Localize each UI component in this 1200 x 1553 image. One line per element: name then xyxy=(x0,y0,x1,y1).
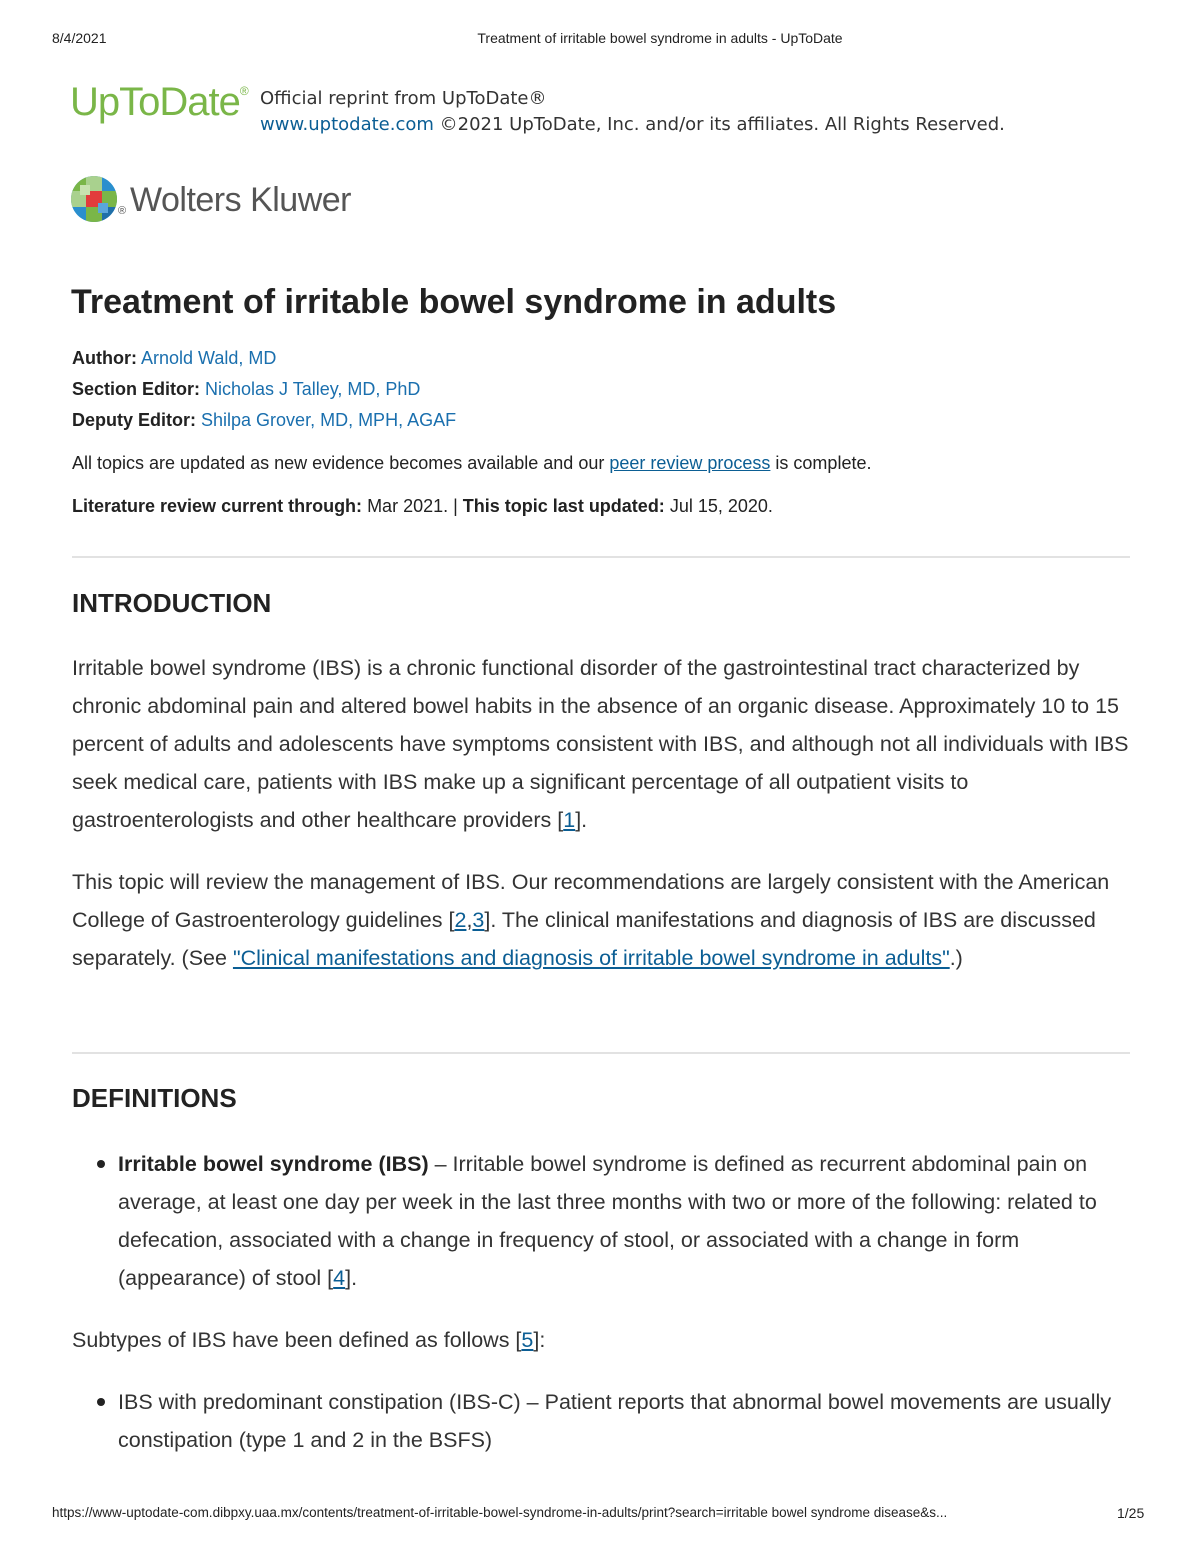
ibs-definition-end: ]. xyxy=(345,1266,358,1290)
intro-p1-text: Irritable bowel syndrome (IBS) is a chronic functional disorder of the gastrointestinal tract characterized by chronic abdominal pain and altered bowel habits in the absence of an organic disease. Approximately 10 to 15 percent of adults and adolescents have symptoms consistent with IBS, and although not all individuals with IBS seek medical care, patients with IBS make up a significant percentage of all outpatient visits to gastroenterologists and other healthcare providers [ xyxy=(72,656,1129,832)
clinical-manifestations-link[interactable]: "Clinical manifestations and diagnosis of irritable bowel syndrome in adults" xyxy=(232,946,950,970)
author-link[interactable]: Arnold Wald, MD xyxy=(141,348,277,368)
subtypes-end: ]: xyxy=(533,1328,546,1352)
lit-review-value: Mar 2021. | xyxy=(362,496,463,516)
wolters-kluwer-name: Wolters Kluwer xyxy=(130,181,351,219)
update-note xyxy=(72,453,871,474)
section-editor-line xyxy=(72,379,420,400)
ref-3-link[interactable]: 3 xyxy=(472,908,485,932)
subtypes-intro xyxy=(72,1321,1142,1359)
ibs-c-item: IBS with predominant constipation (IBS-C) – Patient reports that abnormal bowel movements are usually constipation (type 1 and 2 in the BSFS) xyxy=(118,1390,1112,1452)
ibs-term: Irritable bowel syndrome (IBS) xyxy=(118,1152,429,1176)
ibs-definition-text: – Irritable bowel syndrome is defined as recurrent abdominal pain on average, at least one day per week in the last three months with two or more of the following: related to defecation, associated with a change in frequency of stool, or associated with a change in form (appearance) of stool [ xyxy=(118,1152,1097,1290)
section-editor-label: Section Editor: xyxy=(72,379,201,399)
print-page-title: Treatment of irritable bowel syndrome in adults - UpToDate xyxy=(477,30,843,46)
introduction-heading: INTRODUCTION xyxy=(72,588,272,618)
ref-5-link[interactable]: 5 xyxy=(521,1328,534,1352)
reprint-notice xyxy=(260,86,1005,138)
intro-p1-end: ]. xyxy=(575,808,588,832)
update-note-text: All topics are updated as new evidence becomes available and our xyxy=(72,453,610,473)
intro-p2-end: .) xyxy=(949,946,963,970)
wolters-kluwer-logo xyxy=(70,175,390,225)
wolters-kluwer-reg: ® xyxy=(118,205,127,217)
definitions-heading: DEFINITIONS xyxy=(72,1083,237,1113)
peer-review-link[interactable]: peer review process xyxy=(609,453,771,473)
uptodate-logo-text: UpToDate xyxy=(70,80,240,124)
last-updated-value: Jul 15, 2020. xyxy=(664,496,773,516)
update-note-end: is complete. xyxy=(770,453,872,473)
author-line xyxy=(72,348,276,369)
print-url: https://www-uptodate-com.dibpxy.uaa.mx/contents/treatment-of-irritable-bowel-syndrome-in-adults/print?search=irritable bowel syndrome disease&s... xyxy=(52,1505,948,1520)
article-title: Treatment of irritable bowel syndrome in adults xyxy=(71,283,837,321)
intro-paragraph-2 xyxy=(72,863,1142,977)
ref-4-link[interactable]: 4 xyxy=(333,1266,346,1290)
last-updated-label: This topic last updated: xyxy=(462,496,665,516)
deputy-editor-line xyxy=(72,410,456,431)
ibs-definition-item xyxy=(118,1145,1138,1297)
print-date: 8/4/2021 xyxy=(52,30,107,46)
ref-2-link[interactable]: 2 xyxy=(454,908,467,932)
deputy-editor-link[interactable]: Shilpa Grover, MD, MPH, AGAF xyxy=(201,410,457,430)
intro-p2-text: This topic will review the management of IBS. Our recommendations are largely consistent with the American College of Gastroenterology guidelines [ xyxy=(72,870,1110,932)
reprint-line: Official reprint from UpToDate® xyxy=(260,88,547,109)
section-divider xyxy=(72,1052,1130,1054)
print-page-number: 1/25 xyxy=(1117,1505,1145,1521)
section-editor-link[interactable]: Nicholas J Talley, MD, PhD xyxy=(205,379,421,399)
ref-separator: , xyxy=(466,908,473,932)
lit-review-label: Literature review current through: xyxy=(72,496,363,516)
copyright-text: ©2021 UpToDate, Inc. and/or its affiliates. All Rights Reserved. xyxy=(433,114,1005,135)
author-label: Author: xyxy=(72,348,137,368)
ref-1-link[interactable]: 1 xyxy=(563,808,576,832)
section-divider xyxy=(72,556,1130,558)
uptodate-logo-reg: ® xyxy=(239,84,248,98)
copyright-line xyxy=(260,112,1005,138)
uptodate-site-link[interactable]: www.uptodate.com xyxy=(260,114,434,135)
deputy-editor-label: Deputy Editor: xyxy=(72,410,196,430)
subtypes-text: Subtypes of IBS have been defined as follows [ xyxy=(72,1328,522,1352)
bullet-icon xyxy=(97,1398,105,1406)
uptodate-logo xyxy=(70,80,248,125)
wolters-kluwer-globe-icon xyxy=(70,175,118,223)
review-dates xyxy=(72,496,773,517)
intro-p2-text-2: ]. The clinical manifestations and diagnosis of IBS are discussed separately. (See xyxy=(72,908,1096,970)
bullet-icon xyxy=(97,1160,105,1168)
intro-paragraph-1 xyxy=(72,649,1142,839)
